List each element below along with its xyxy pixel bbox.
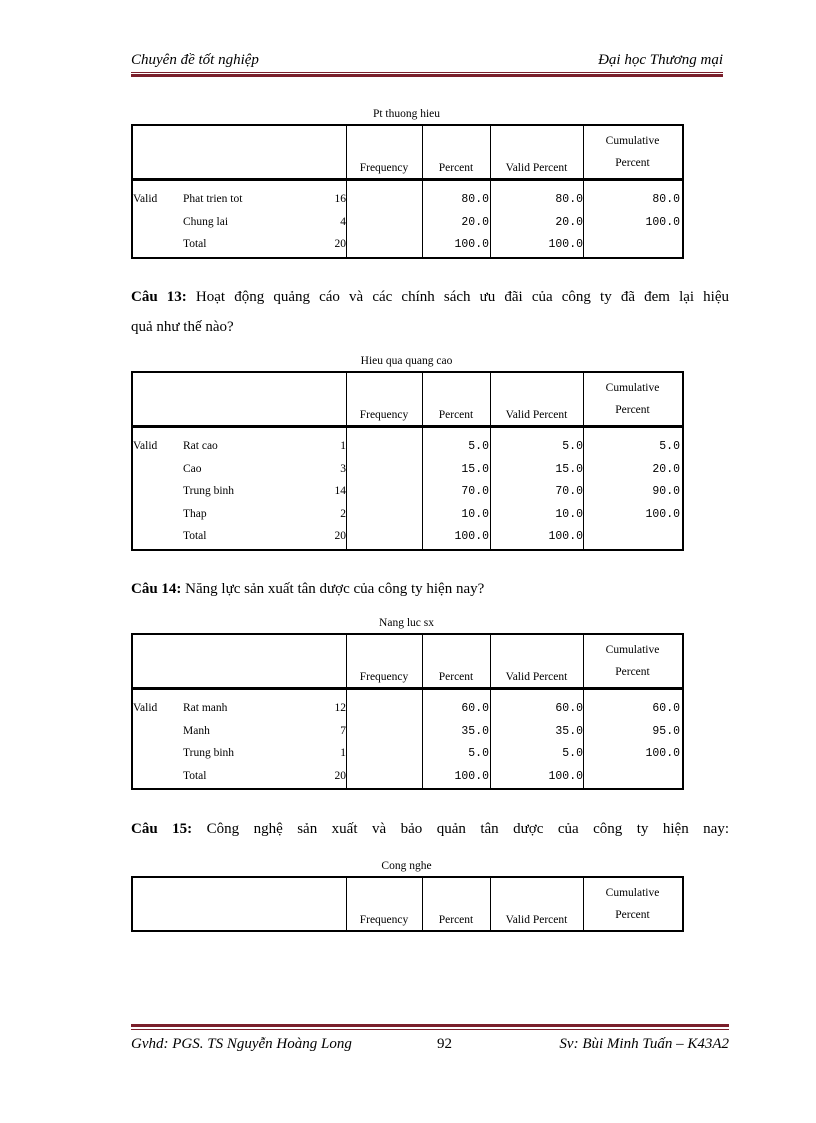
question-text: Hoạt động quảng cáo và các chính sách ưu đãi của công ty đã đem lại hiệu: [195, 289, 730, 305]
col-frequency: Frequency: [359, 914, 409, 926]
valid-percent-cell: 70.0: [555, 485, 583, 498]
valid-percent-cell: 100.0: [548, 238, 583, 251]
question-13: [131, 282, 729, 342]
table-header: [133, 878, 682, 930]
percent-cell: 5.0: [468, 747, 489, 760]
table-header: [133, 126, 682, 181]
col-percent: Percent: [438, 162, 474, 174]
question-text-cont: quả như thế nào?: [131, 319, 234, 335]
valid-label: Valid: [133, 440, 158, 452]
table-row: [133, 189, 682, 212]
col-percent: Percent: [438, 914, 474, 926]
valid-percent-cell: 35.0: [555, 724, 583, 738]
question-number: Câu 13:: [131, 289, 187, 305]
frequency-table-hieu-qua-quang-cao: [131, 371, 684, 551]
col-percent: Percent: [438, 409, 474, 421]
col-cumulative-percent: Cumulative Percent: [605, 382, 660, 416]
table-row-total: [133, 234, 682, 257]
cumulative-cell: 100.0: [645, 747, 680, 760]
table-title-nang-luc-sx: Nang luc sx: [379, 617, 434, 629]
frequency-cell: 12: [334, 702, 346, 714]
valid-label: Valid: [133, 193, 158, 205]
valid-percent-cell: 20.0: [555, 215, 583, 229]
col-cumulative-percent: Cumulative Percent: [605, 644, 660, 678]
table-header: [133, 635, 682, 690]
valid-percent-cell: 15.0: [555, 462, 583, 476]
table-body: [133, 690, 682, 788]
col-frequency: Frequency: [359, 671, 409, 683]
footer-student: Sv: Bùi Minh Tuấn – K43A2: [559, 1036, 729, 1052]
table-row: [133, 504, 682, 527]
footer-rule-thick: [131, 1024, 729, 1027]
row-label: Rat cao: [183, 440, 218, 452]
col-valid-percent: Valid Percent: [505, 409, 568, 421]
frequency-cell: 20: [334, 238, 346, 250]
table-row: [133, 698, 682, 721]
cumulative-cell: 95.0: [652, 724, 680, 738]
frequency-cell: 14: [334, 485, 346, 497]
valid-percent-cell: 80.0: [555, 193, 583, 206]
table-row: [133, 436, 682, 459]
percent-cell: 60.0: [461, 702, 489, 715]
row-label: Chung lai: [183, 215, 229, 228]
percent-cell: 70.0: [461, 485, 489, 498]
table-title-hieu-qua-quang-cao: Hieu qua quang cao: [360, 355, 453, 367]
row-label: Total: [183, 530, 207, 542]
cumulative-cell: 20.0: [652, 462, 680, 476]
col-cumulative-percent: Cumulative Percent: [605, 135, 660, 169]
question-number: Câu 14:: [131, 581, 182, 597]
question-15: [131, 814, 729, 844]
valid-percent-cell: 10.0: [555, 507, 583, 521]
frequency-table-pt-thuong-hieu: [131, 124, 684, 259]
percent-cell: 5.0: [468, 440, 489, 453]
percent-cell: 10.0: [461, 507, 489, 521]
row-label: Total: [183, 238, 207, 250]
frequency-cell: 7: [340, 724, 346, 737]
valid-percent-cell: 100.0: [548, 769, 583, 783]
question-14: [131, 574, 729, 604]
frequency-cell: 1: [340, 440, 346, 452]
table-row: [133, 743, 682, 766]
frequency-cell: 20: [334, 769, 346, 782]
cumulative-cell: 60.0: [652, 702, 680, 715]
frequency-table-cong-nghe: [131, 876, 684, 932]
page-number: 92: [437, 1036, 452, 1052]
row-label: Rat manh: [183, 702, 228, 714]
valid-label: Valid: [133, 702, 158, 714]
table-title-pt-thuong-hieu: Pt thuong hieu: [372, 108, 441, 120]
col-cumulative-percent: Cumulative Percent: [605, 887, 660, 921]
valid-percent-cell: 5.0: [562, 747, 583, 760]
footer-rule-thin: [131, 1029, 729, 1030]
row-label: Trung binh: [183, 747, 235, 759]
row-label: Cao: [183, 462, 202, 475]
frequency-table-nang-luc-sx: [131, 633, 684, 790]
frequency-cell: 16: [334, 193, 346, 205]
frequency-cell: 20: [334, 530, 346, 542]
frequency-cell: 4: [340, 215, 346, 228]
col-valid-percent: Valid Percent: [505, 914, 568, 926]
row-label: Manh: [183, 724, 210, 737]
table-body: [133, 428, 682, 549]
footer-advisor: Gvhd: PGS. TS Nguyễn Hoàng Long: [131, 1036, 352, 1052]
header-left: Chuyên đề tốt nghiệp: [131, 52, 259, 68]
table-row: [133, 459, 682, 482]
cumulative-cell: 100.0: [645, 215, 680, 229]
frequency-cell: 3: [340, 462, 346, 475]
table-row-total: [133, 766, 682, 789]
question-number: Câu 15:: [131, 821, 193, 837]
header-right: Đại học Thương mại: [598, 52, 723, 68]
question-text: Công nghệ sản xuất và bảo quản tân dược của công ty hiện nay:: [206, 821, 729, 837]
percent-cell: 20.0: [461, 215, 489, 229]
table-body: [133, 181, 682, 257]
col-percent: Percent: [438, 671, 474, 683]
table-row: [133, 721, 682, 744]
cumulative-cell: 90.0: [652, 485, 680, 498]
percent-cell: 15.0: [461, 462, 489, 476]
row-label: Trung binh: [183, 485, 235, 497]
table-row: [133, 212, 682, 235]
frequency-cell: 2: [340, 507, 346, 520]
col-frequency: Frequency: [359, 162, 409, 174]
percent-cell: 100.0: [454, 238, 489, 251]
col-frequency: Frequency: [359, 409, 409, 421]
table-header: [133, 373, 682, 428]
percent-cell: 100.0: [454, 530, 489, 543]
cumulative-cell: 80.0: [652, 193, 680, 206]
question-text: Năng lực sản xuất tân dược của công ty hiện nay?: [185, 581, 485, 597]
row-label: Total: [183, 769, 207, 782]
header-rule-thin: [131, 72, 723, 73]
valid-percent-cell: 100.0: [548, 530, 583, 543]
valid-percent-cell: 60.0: [555, 702, 583, 715]
col-valid-percent: Valid Percent: [505, 671, 568, 683]
cumulative-cell: 100.0: [645, 507, 680, 521]
percent-cell: 80.0: [461, 193, 489, 206]
col-valid-percent: Valid Percent: [505, 162, 568, 174]
percent-cell: 100.0: [454, 769, 489, 783]
table-row: [133, 481, 682, 504]
row-label: Phat trien tot: [183, 193, 243, 205]
cumulative-cell: 5.0: [659, 440, 680, 453]
valid-percent-cell: 5.0: [562, 440, 583, 453]
frequency-cell: 1: [340, 747, 346, 759]
row-label: Thap: [183, 507, 207, 520]
table-row-total: [133, 526, 682, 549]
percent-cell: 35.0: [461, 724, 489, 738]
table-title-cong-nghe: Cong nghe: [381, 860, 432, 872]
header-rule-thick: [131, 74, 723, 77]
